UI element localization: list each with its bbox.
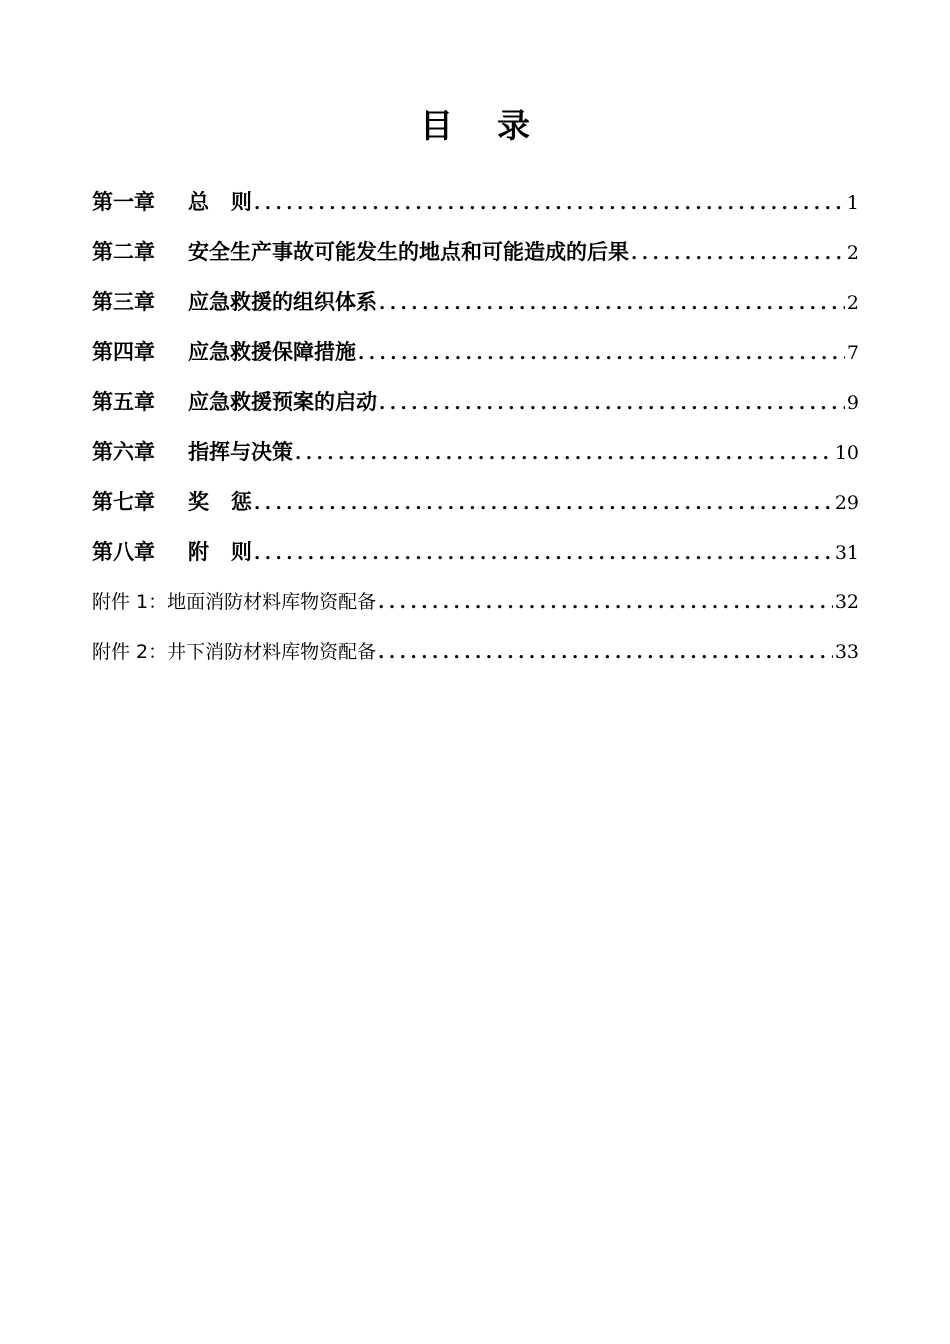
toc-entry-title: 指挥与决策 <box>188 440 293 464</box>
toc-entry-title: 应急救援的组织体系 <box>188 290 377 314</box>
toc-page-number: 31 <box>834 542 859 564</box>
toc-dot-leader <box>254 532 833 576</box>
toc-chapter-number: 第五章 <box>92 390 155 414</box>
toc-page-number: 1 <box>846 192 859 214</box>
toc-entry-chapter-3[interactable] <box>92 280 859 330</box>
toc-page-number: 32 <box>834 591 859 613</box>
toc-entry-chapter-2[interactable] <box>92 230 859 280</box>
toc-entry-title: 附件 1：地面消防材料库物资配备 <box>92 591 377 613</box>
toc-page-number: 2 <box>846 242 859 264</box>
toc-entry-title: 附 则 <box>188 540 252 564</box>
toc-entry-title: 应急救援保障措施 <box>188 340 356 364</box>
toc-dot-leader <box>378 581 833 625</box>
toc-page-number: 33 <box>834 641 859 663</box>
toc-dot-leader <box>254 182 845 226</box>
toc-chapter-number: 第八章 <box>92 540 155 564</box>
toc-entry-chapter-7[interactable] <box>92 480 859 530</box>
toc-page-number: 29 <box>834 492 859 514</box>
toc-chapter-number: 第六章 <box>92 440 155 464</box>
toc-dot-leader <box>379 282 845 326</box>
toc-entry-title: 奖 惩 <box>188 490 252 514</box>
toc-entry-appendix-1[interactable] <box>92 580 859 630</box>
toc-chapter-number: 第二章 <box>92 240 155 264</box>
toc-chapter-number: 第四章 <box>92 340 155 364</box>
toc-entry-title: 安全生产事故可能发生的地点和可能造成的后果 <box>188 240 629 264</box>
toc-chapter-number: 第一章 <box>92 190 155 214</box>
toc-dot-leader <box>358 332 845 376</box>
toc-entry-chapter-8[interactable] <box>92 530 859 580</box>
toc-chapter-number: 第七章 <box>92 490 155 514</box>
toc-page-number: 10 <box>834 442 859 464</box>
toc-entry-chapter-5[interactable] <box>92 380 859 430</box>
toc-page-number: 2 <box>846 292 859 314</box>
toc-dot-leader <box>631 232 845 276</box>
toc-dot-leader <box>295 432 833 476</box>
toc-entry-chapter-1[interactable] <box>92 180 859 230</box>
toc-title <box>0 104 950 148</box>
toc-page-number: 7 <box>846 342 859 364</box>
toc-title-char-2: 录 <box>497 106 530 145</box>
toc-entry-title: 总 则 <box>188 190 252 214</box>
toc-entry-title: 应急救援预案的启动 <box>188 390 377 414</box>
toc-entry-chapter-4[interactable] <box>92 330 859 380</box>
table-of-contents <box>92 180 859 680</box>
toc-chapter-number: 第三章 <box>92 290 155 314</box>
toc-dot-leader <box>254 482 833 526</box>
toc-page-number: 9 <box>846 392 859 414</box>
toc-entry-chapter-6[interactable] <box>92 430 859 480</box>
toc-title-char-1: 目 <box>420 106 453 145</box>
toc-entry-title: 附件 2：井下消防材料库物资配备 <box>92 641 377 663</box>
toc-dot-leader <box>378 631 833 675</box>
toc-dot-leader <box>379 382 845 426</box>
toc-entry-appendix-2[interactable] <box>92 630 859 680</box>
